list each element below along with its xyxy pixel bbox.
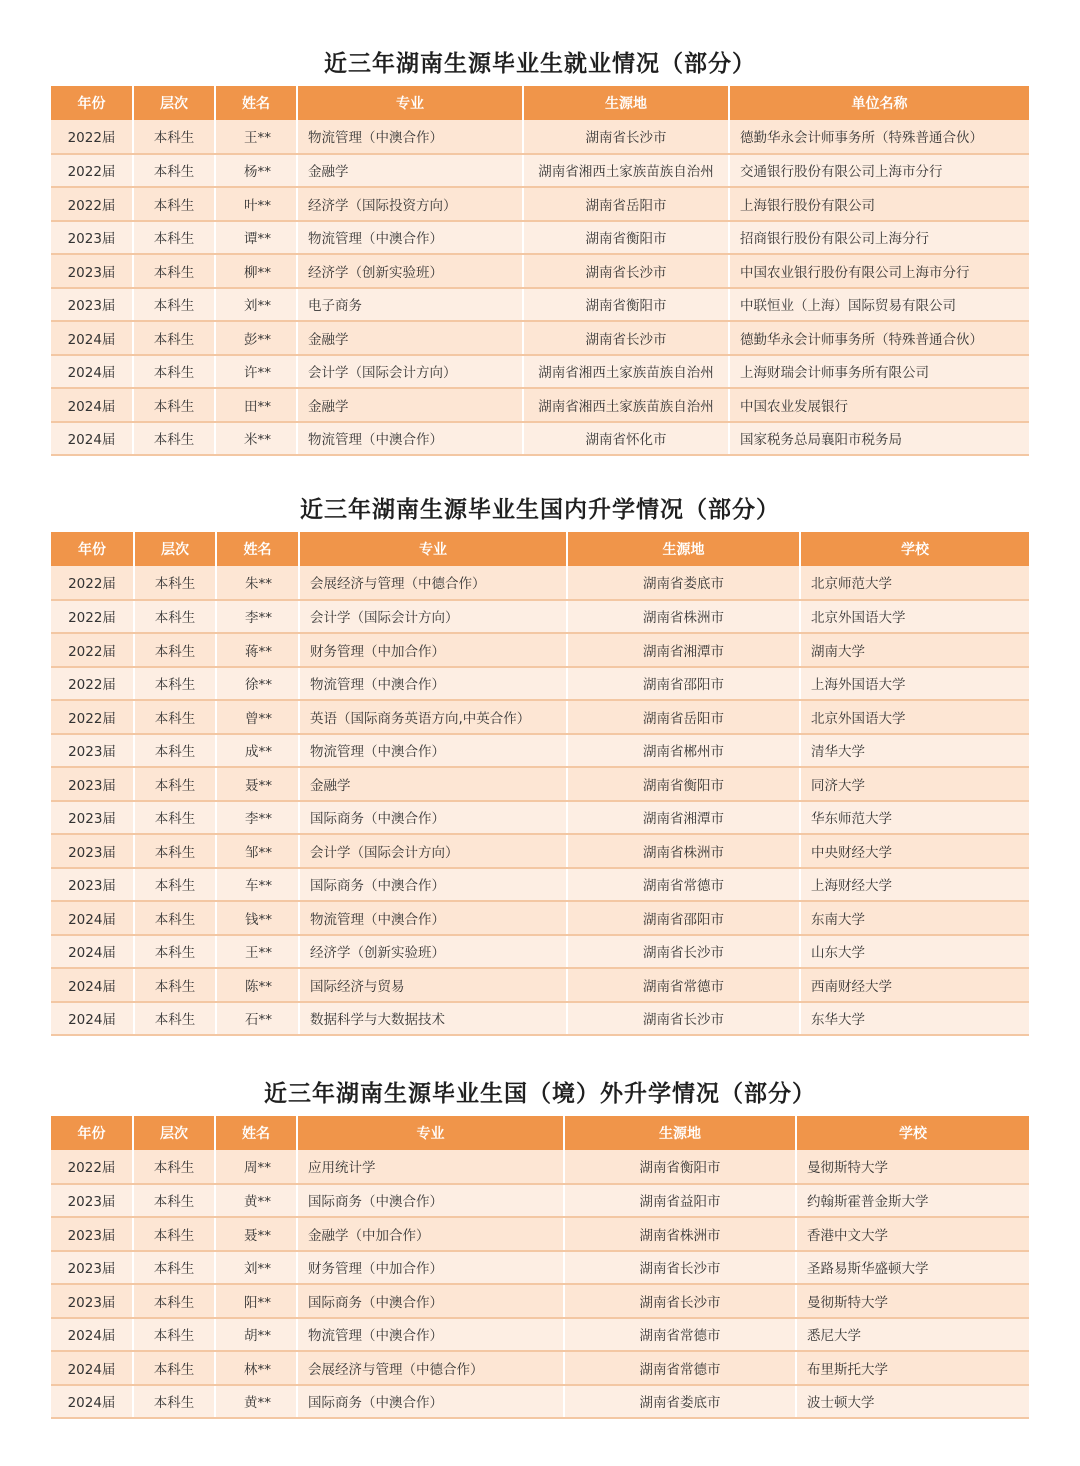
origin-cell: 湖南省常德市: [564, 1351, 796, 1385]
section-title: 近三年湖南生源毕业生国内升学情况（部分）: [300, 497, 780, 523]
origin-cell: 湖南省常德市: [567, 868, 800, 902]
header-name: 姓名: [215, 1116, 297, 1150]
major-cell: 会展经济与管理（中德合作）: [299, 566, 567, 600]
origin-cell: 湖南省长沙市: [564, 1284, 796, 1318]
major-cell: 英语（国际商务英语方向,中英合作）: [299, 700, 567, 734]
destination-cell: 上海财瑞会计师事务所有限公司: [729, 355, 1029, 389]
table-header-row: [51, 532, 1029, 566]
section-title: 近三年湖南生源毕业生国（境）外升学情况（部分）: [264, 1081, 816, 1107]
name-cell: 谭**: [215, 221, 297, 255]
major-cell: 国际经济与贸易: [299, 968, 567, 1002]
header-destination: 单位名称: [851, 96, 908, 112]
header-year: 年份: [51, 1116, 133, 1150]
name-cell: 杨**: [215, 154, 297, 188]
major-cell: 物流管理（中澳合作）: [299, 734, 567, 768]
year-cell: 2024届: [51, 388, 133, 422]
origin-cell: 湖南省岳阳市: [567, 700, 800, 734]
destination-cell: 波士顿大学: [796, 1385, 1029, 1419]
level-cell: 本科生: [134, 734, 216, 768]
level-cell: 本科生: [133, 1150, 215, 1184]
name-cell: 朱**: [216, 566, 299, 600]
header-name: 姓名: [216, 532, 299, 566]
origin-cell: 湖南省长沙市: [567, 935, 800, 969]
major-cell: 金融学（中加合作）: [297, 1217, 564, 1251]
destination-cell: 国家税务总局襄阳市税务局: [729, 422, 1029, 456]
origin-cell: 湖南省岳阳市: [523, 187, 729, 221]
name-cell: 曾**: [216, 700, 299, 734]
header-name: 姓名: [215, 86, 297, 120]
origin-cell: 湖南省衡阳市: [523, 221, 729, 255]
origin-cell: 湖南省长沙市: [567, 1002, 800, 1036]
level-cell: 本科生: [134, 633, 216, 667]
destination-cell: 同济大学: [800, 767, 1029, 801]
level-cell: 本科生: [133, 120, 215, 154]
table-row: [51, 1284, 1029, 1318]
year-cell: 2024届: [51, 1351, 133, 1385]
year-cell: 2024届: [51, 935, 134, 969]
header-destination: 学校: [901, 542, 929, 558]
year-cell: 2024届: [51, 355, 133, 389]
destination-cell: 中国农业银行股份有限公司上海市分行: [729, 254, 1029, 288]
year-cell: 2023届: [51, 1184, 133, 1218]
origin-cell: 湖南省娄底市: [567, 566, 800, 600]
table-header-row: [51, 1116, 1029, 1150]
major-cell: 会展经济与管理（中德合作）: [297, 1351, 564, 1385]
name-cell: 田**: [215, 388, 297, 422]
level-cell: 本科生: [133, 1385, 215, 1419]
domestic-study-section: [51, 488, 1029, 1036]
destination-cell: 德勤华永会计师事务所（特殊普通合伙）: [729, 321, 1029, 355]
year-cell: 2024届: [51, 1318, 133, 1352]
major-cell: 国际商务（中澳合作）: [297, 1385, 564, 1419]
year-cell: 2022届: [51, 700, 134, 734]
name-cell: 车**: [216, 868, 299, 902]
level-cell: 本科生: [134, 968, 216, 1002]
destination-cell: 布里斯托大学: [796, 1351, 1029, 1385]
destination-cell: 上海银行股份有限公司: [729, 187, 1029, 221]
table-body: [51, 1150, 1029, 1418]
destination-cell: 山东大学: [800, 935, 1029, 969]
table-row: [51, 388, 1029, 422]
header-major: 专业: [299, 532, 567, 566]
table-row: [51, 187, 1029, 221]
level-cell: 本科生: [133, 1217, 215, 1251]
major-cell: 物流管理（中澳合作）: [297, 422, 523, 456]
table-row: [51, 801, 1029, 835]
name-cell: 黄**: [215, 1385, 297, 1419]
origin-cell: 湖南省邵阳市: [567, 667, 800, 701]
table-row: [51, 254, 1029, 288]
level-cell: 本科生: [133, 288, 215, 322]
level-cell: 本科生: [133, 254, 215, 288]
level-cell: 本科生: [134, 700, 216, 734]
name-cell: 徐**: [216, 667, 299, 701]
destination-cell: 约翰斯霍普金斯大学: [796, 1184, 1029, 1218]
table-row: [51, 1150, 1029, 1184]
destination-cell: 曼彻斯特大学: [796, 1284, 1029, 1318]
origin-cell: 湖南省株洲市: [567, 834, 800, 868]
header-year: 年份: [51, 532, 134, 566]
major-cell: 经济学（创新实验班）: [299, 935, 567, 969]
year-cell: 2023届: [51, 801, 134, 835]
level-cell: 本科生: [133, 1318, 215, 1352]
level-cell: 本科生: [133, 321, 215, 355]
major-cell: 数据科学与大数据技术: [299, 1002, 567, 1036]
table-row: [51, 935, 1029, 969]
level-cell: 本科生: [133, 388, 215, 422]
level-cell: 本科生: [134, 667, 216, 701]
year-cell: 2023届: [51, 254, 133, 288]
name-cell: 刘**: [215, 1251, 297, 1285]
level-cell: 本科生: [133, 1251, 215, 1285]
level-cell: 本科生: [134, 1002, 216, 1036]
overseas-study-section: [51, 1072, 1029, 1419]
table-row: [51, 633, 1029, 667]
table-row: [51, 834, 1029, 868]
origin-cell: 湖南省衡阳市: [567, 767, 800, 801]
destination-cell: 清华大学: [800, 734, 1029, 768]
name-cell: 许**: [215, 355, 297, 389]
section-title: 近三年湖南生源毕业生就业情况（部分）: [324, 51, 756, 77]
year-cell: 2023届: [51, 288, 133, 322]
table-row: [51, 767, 1029, 801]
table-row: [51, 1318, 1029, 1352]
major-cell: 物流管理（中澳合作）: [297, 221, 523, 255]
origin-cell: 湖南省长沙市: [523, 321, 729, 355]
origin-cell: 湖南省湘西土家族苗族自治州: [523, 154, 729, 188]
destination-cell: 德勤华永会计师事务所（特殊普通合伙）: [729, 120, 1029, 154]
major-cell: 金融学: [297, 321, 523, 355]
origin-cell: 湖南省益阳市: [564, 1184, 796, 1218]
level-cell: 本科生: [134, 868, 216, 902]
table-row: [51, 1251, 1029, 1285]
level-cell: 本科生: [134, 767, 216, 801]
level-cell: 本科生: [134, 566, 216, 600]
year-cell: 2022届: [51, 187, 133, 221]
destination-cell: 北京外国语大学: [800, 700, 1029, 734]
table-row: [51, 1217, 1029, 1251]
name-cell: 聂**: [215, 1217, 297, 1251]
origin-cell: 湖南省湘潭市: [567, 633, 800, 667]
table-row: [51, 422, 1029, 456]
header-major: 专业: [297, 1116, 564, 1150]
year-cell: 2023届: [51, 1217, 133, 1251]
name-cell: 邹**: [216, 834, 299, 868]
table-row: [51, 901, 1029, 935]
year-cell: 2023届: [51, 1251, 133, 1285]
year-cell: 2023届: [51, 734, 134, 768]
level-cell: 本科生: [133, 1351, 215, 1385]
year-cell: 2023届: [51, 767, 134, 801]
major-cell: 金融学: [297, 388, 523, 422]
header-level: 层次: [133, 86, 215, 120]
level-cell: 本科生: [134, 834, 216, 868]
major-cell: 会计学（国际会计方向）: [297, 355, 523, 389]
table-row: [51, 968, 1029, 1002]
level-cell: 本科生: [134, 600, 216, 634]
overseas-study-table: [51, 1116, 1029, 1419]
name-cell: 周**: [215, 1150, 297, 1184]
destination-cell: 西南财经大学: [800, 968, 1029, 1002]
origin-cell: 湖南省湘西土家族苗族自治州: [523, 388, 729, 422]
level-cell: 本科生: [134, 935, 216, 969]
year-cell: 2023届: [51, 221, 133, 255]
name-cell: 王**: [215, 120, 297, 154]
table-row: [51, 1385, 1029, 1419]
destination-cell: 东华大学: [800, 1002, 1029, 1036]
name-cell: 阳**: [215, 1284, 297, 1318]
header-level: 层次: [134, 532, 216, 566]
major-cell: 物流管理（中澳合作）: [297, 1318, 564, 1352]
origin-cell: 湖南省湘西土家族苗族自治州: [523, 355, 729, 389]
table-row: [51, 667, 1029, 701]
header-origin: 生源地: [567, 532, 800, 566]
major-cell: 经济学（创新实验班）: [297, 254, 523, 288]
year-cell: 2022届: [51, 600, 134, 634]
name-cell: 胡**: [215, 1318, 297, 1352]
level-cell: 本科生: [133, 154, 215, 188]
destination-cell: 曼彻斯特大学: [796, 1150, 1029, 1184]
level-cell: 本科生: [133, 1284, 215, 1318]
year-cell: 2022届: [51, 1150, 133, 1184]
year-cell: 2022届: [51, 566, 134, 600]
origin-cell: 湖南省常德市: [567, 968, 800, 1002]
origin-cell: 湖南省长沙市: [564, 1251, 796, 1285]
year-cell: 2024届: [51, 1385, 133, 1419]
year-cell: 2024届: [51, 321, 133, 355]
major-cell: 物流管理（中澳合作）: [299, 901, 567, 935]
employment-table: [51, 86, 1029, 456]
destination-cell: 圣路易斯华盛顿大学: [796, 1251, 1029, 1285]
year-cell: 2024届: [51, 901, 134, 935]
origin-cell: 湖南省长沙市: [523, 254, 729, 288]
table-row: [51, 154, 1029, 188]
destination-cell: 华东师范大学: [800, 801, 1029, 835]
destination-cell: 香港中文大学: [796, 1217, 1029, 1251]
name-cell: 叶**: [215, 187, 297, 221]
major-cell: 会计学（国际会计方向）: [299, 600, 567, 634]
header-destination: 学校: [899, 1126, 927, 1142]
destination-cell: 上海外国语大学: [800, 667, 1029, 701]
destination-cell: 中联恒业（上海）国际贸易有限公司: [729, 288, 1029, 322]
destination-cell: 中国农业发展银行: [729, 388, 1029, 422]
origin-cell: 湖南省郴州市: [567, 734, 800, 768]
header-major: 专业: [297, 86, 523, 120]
table-row: [51, 1184, 1029, 1218]
year-cell: 2022届: [51, 120, 133, 154]
origin-cell: 湖南省常德市: [564, 1318, 796, 1352]
table-header-row: [51, 86, 1029, 120]
name-cell: 成**: [216, 734, 299, 768]
domestic-study-table: [51, 532, 1029, 1036]
name-cell: 刘**: [215, 288, 297, 322]
year-cell: 2022届: [51, 154, 133, 188]
destination-cell: 上海财经大学: [800, 868, 1029, 902]
name-cell: 李**: [216, 600, 299, 634]
name-cell: 林**: [215, 1351, 297, 1385]
level-cell: 本科生: [134, 801, 216, 835]
name-cell: 黄**: [215, 1184, 297, 1218]
table-row: [51, 321, 1029, 355]
table-body: [51, 566, 1029, 1035]
name-cell: 石**: [216, 1002, 299, 1036]
destination-cell: 湖南大学: [800, 633, 1029, 667]
name-cell: 柳**: [215, 254, 297, 288]
level-cell: 本科生: [133, 187, 215, 221]
destination-cell: 招商银行股份有限公司上海分行: [729, 221, 1029, 255]
year-cell: 2024届: [51, 422, 133, 456]
table-row: [51, 600, 1029, 634]
major-cell: 国际商务（中澳合作）: [297, 1184, 564, 1218]
table-row: [51, 868, 1029, 902]
level-cell: 本科生: [133, 355, 215, 389]
header-level: 层次: [133, 1116, 215, 1150]
table-row: [51, 700, 1029, 734]
origin-cell: 湖南省娄底市: [564, 1385, 796, 1419]
year-cell: 2024届: [51, 1002, 134, 1036]
destination-cell: 交通银行股份有限公司上海市分行: [729, 154, 1029, 188]
destination-cell: 悉尼大学: [796, 1318, 1029, 1352]
name-cell: 李**: [216, 801, 299, 835]
level-cell: 本科生: [134, 901, 216, 935]
year-cell: 2023届: [51, 834, 134, 868]
table-row: [51, 1351, 1029, 1385]
name-cell: 蒋**: [216, 633, 299, 667]
major-cell: 经济学（国际投资方向）: [297, 187, 523, 221]
name-cell: 彭**: [215, 321, 297, 355]
level-cell: 本科生: [133, 221, 215, 255]
year-cell: 2022届: [51, 633, 134, 667]
major-cell: 物流管理（中澳合作）: [299, 667, 567, 701]
name-cell: 聂**: [216, 767, 299, 801]
origin-cell: 湖南省怀化市: [523, 422, 729, 456]
level-cell: 本科生: [133, 422, 215, 456]
major-cell: 财务管理（中加合作）: [299, 633, 567, 667]
table-row: [51, 1002, 1029, 1036]
table-row: [51, 288, 1029, 322]
major-cell: 金融学: [297, 154, 523, 188]
level-cell: 本科生: [133, 1184, 215, 1218]
year-cell: 2024届: [51, 968, 134, 1002]
table-row: [51, 566, 1029, 600]
origin-cell: 湖南省长沙市: [523, 120, 729, 154]
major-cell: 金融学: [299, 767, 567, 801]
major-cell: 物流管理（中澳合作）: [297, 120, 523, 154]
table-row: [51, 355, 1029, 389]
year-cell: 2023届: [51, 1284, 133, 1318]
major-cell: 会计学（国际会计方向）: [299, 834, 567, 868]
destination-cell: 北京师范大学: [800, 566, 1029, 600]
origin-cell: 湖南省衡阳市: [564, 1150, 796, 1184]
header-origin: 生源地: [523, 86, 729, 120]
table-row: [51, 120, 1029, 154]
table-row: [51, 734, 1029, 768]
employment-section: [51, 42, 1029, 456]
origin-cell: 湖南省株洲市: [567, 600, 800, 634]
header-origin: 生源地: [564, 1116, 796, 1150]
origin-cell: 湖南省衡阳市: [523, 288, 729, 322]
major-cell: 国际商务（中澳合作）: [299, 801, 567, 835]
major-cell: 国际商务（中澳合作）: [299, 868, 567, 902]
table-body: [51, 120, 1029, 455]
destination-cell: 北京外国语大学: [800, 600, 1029, 634]
table-row: [51, 221, 1029, 255]
year-cell: 2022届: [51, 667, 134, 701]
header-year: 年份: [51, 86, 133, 120]
name-cell: 米**: [215, 422, 297, 456]
name-cell: 王**: [216, 935, 299, 969]
name-cell: 陈**: [216, 968, 299, 1002]
major-cell: 应用统计学: [297, 1150, 564, 1184]
destination-cell: 东南大学: [800, 901, 1029, 935]
major-cell: 国际商务（中澳合作）: [297, 1284, 564, 1318]
major-cell: 财务管理（中加合作）: [297, 1251, 564, 1285]
origin-cell: 湖南省湘潭市: [567, 801, 800, 835]
major-cell: 电子商务: [297, 288, 523, 322]
destination-cell: 中央财经大学: [800, 834, 1029, 868]
year-cell: 2023届: [51, 868, 134, 902]
origin-cell: 湖南省株洲市: [564, 1217, 796, 1251]
origin-cell: 湖南省邵阳市: [567, 901, 800, 935]
name-cell: 钱**: [216, 901, 299, 935]
